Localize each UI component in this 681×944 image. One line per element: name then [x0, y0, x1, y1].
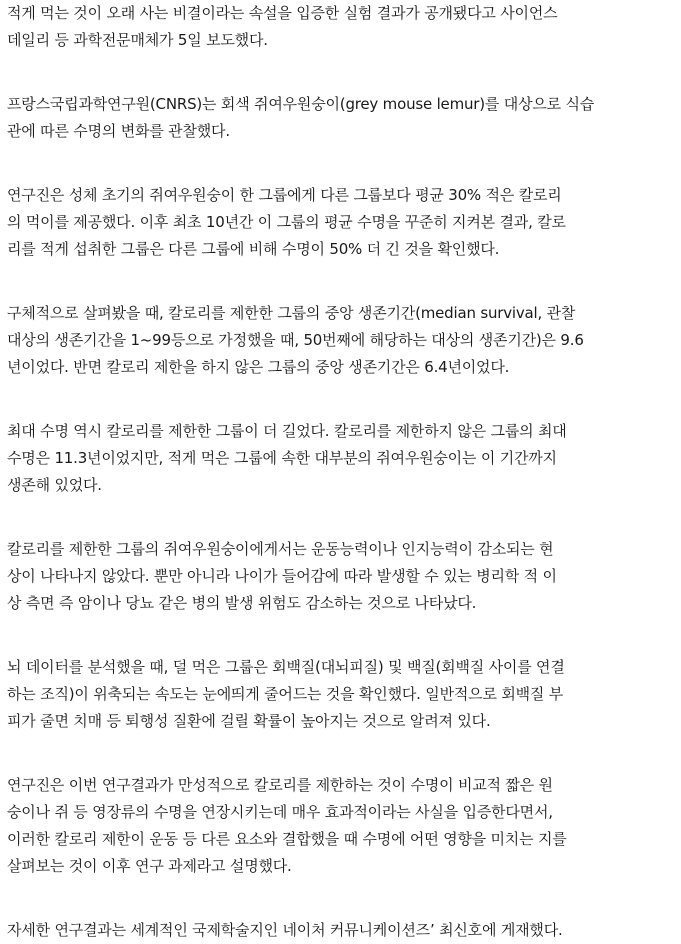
- text-line: 대상의 생존기간을 1~99등으로 가정했을 때, 50번째에 해당하는 대상의 생존기간)은 9.6: [7, 331, 584, 349]
- text-line: 연구진은 성체 초기의 쥐여우원숭이 한 그룹에게 다른 그룹보다 평균 30% 적은 칼로리: [7, 186, 562, 204]
- paragraph-5: [7, 418, 667, 499]
- text-line: 자세한 연구결과는 세계적인 국제학술지인 네이처 커뮤니케이션즈’ 최신호에 게재했다.: [7, 921, 563, 939]
- text-line: 의 먹이를 제공했다. 이후 최초 10년간 이 그룹의 평균 수명을 꾸준히 지켜본 결과, 칼로: [7, 213, 566, 231]
- text-line: 리를 적게 섭취한 그룹은 다른 그룹에 비해 수명이 50% 더 긴 것을 확인했다.: [7, 240, 500, 258]
- paragraph-7: [7, 654, 667, 735]
- paragraph-3: [7, 182, 667, 263]
- text-line: 피가 줄면 치매 등 퇴행성 질환에 걸릴 확률이 높아지는 것으로 알려져 있다.: [7, 712, 491, 730]
- text-line: 뇌 데이터를 분석했을 때, 덜 먹은 그룹은 회백질(대뇌피질) 및 백질(회백질 사이를 연결: [7, 658, 565, 676]
- text-line: 관에 따른 수명의 변화를 관찰했다.: [7, 122, 230, 140]
- text-line: 상 측면 즉 암이나 당뇨 같은 병의 발생 위험도 감소하는 것으로 나타났다.: [7, 594, 477, 612]
- paragraph-6: [7, 536, 667, 617]
- text-line: 칼로리를 제한한 그룹의 쥐여우원숭이에게서는 운동능력이나 인지능력이 감소되는 현: [7, 540, 554, 558]
- text-line: 구체적으로 살펴봤을 때, 칼로리를 제한한 그룹의 중앙 생존기간(median survival, 관찰: [7, 304, 576, 322]
- text-line: 프랑스국립과학연구원(CNRS)는 회색 쥐여우원숭이(grey mouse lemur)를 대상으로 식습: [7, 95, 595, 113]
- text-line: 년이었다. 반면 칼로리 제한을 하지 않은 그룹의 중앙 생존기간은 6.4년이었다.: [7, 358, 510, 376]
- paragraph-1: [7, 0, 667, 54]
- text-line: 연구진은 이번 연구결과가 만성적으로 칼로리를 제한하는 것이 수명이 비교적 짧은 원: [7, 776, 553, 794]
- paragraph-8: [7, 772, 667, 880]
- text-line: 숭이나 쥐 등 영장류의 수명을 연장시키는데 매우 효과적이라는 사실을 입증한다면서,: [7, 803, 553, 821]
- paragraph-2: [7, 91, 667, 145]
- paragraph-9: [7, 917, 667, 944]
- text-line: 살펴보는 것이 이후 연구 과제라고 설명했다.: [7, 857, 292, 875]
- text-line: 이러한 칼로리 제한이 운동 등 다른 요소와 결합했을 때 수명에 어떤 영향을 미치는 지를: [7, 830, 567, 848]
- article-body: [7, 0, 667, 944]
- text-line: 하는 조직)이 위축되는 속도는 눈에띄게 줄어드는 것을 확인했다. 일반적으로 회백질 부: [7, 685, 564, 703]
- text-line: 최대 수명 역시 칼로리를 제한한 그룹이 더 길었다. 칼로리를 제한하지 않은 그룹의 최대: [7, 422, 567, 440]
- text-line: 적게 먹는 것이 오래 사는 비결이라는 속설을 입증한 실험 결과가 공개됐다고 사이언스: [7, 4, 558, 22]
- paragraph-4: [7, 300, 667, 381]
- text-line: 상이 나타나지 않았다. 뿐만 아니라 나이가 들어감에 따라 발생할 수 있는 병리학 적 이: [7, 567, 557, 585]
- text-line: 데일리 등 과학전문매체가 5일 보도했다.: [7, 31, 268, 49]
- text-line: 생존해 있었다.: [7, 476, 102, 494]
- text-line: 수명은 11.3년이었지만, 적게 먹은 그룹에 속한 대부분의 쥐여우원숭이는 이 기간까지: [7, 449, 557, 467]
